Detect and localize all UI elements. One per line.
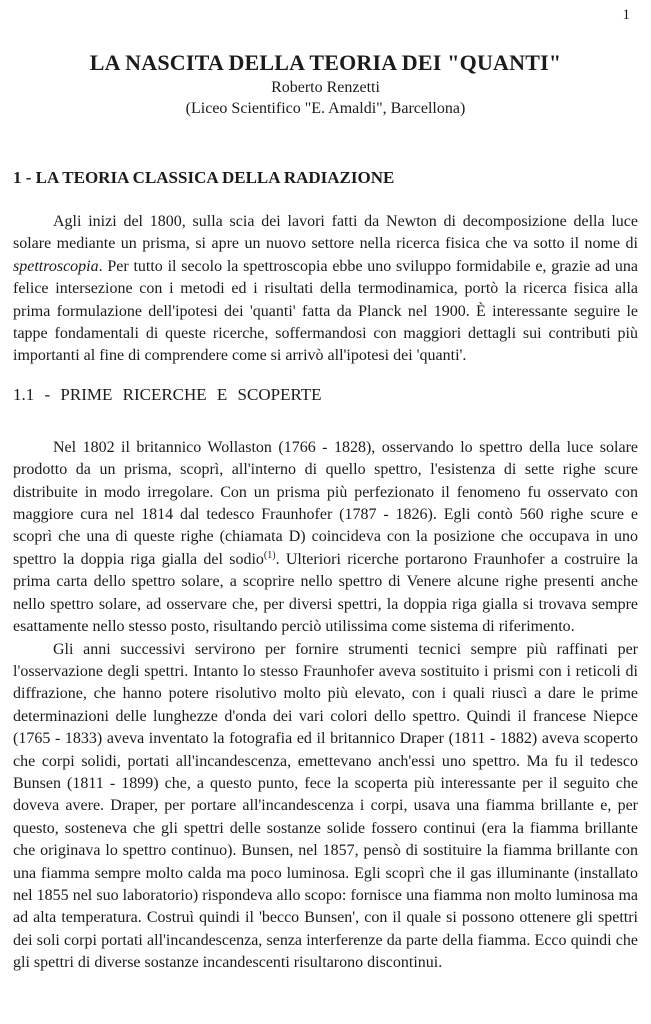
- paragraph-instruments: Gli anni successivi servirono per fornire strumenti tecnici sempre più raffinati per l'osservazione degli spettri. Intanto lo stesso Fraunhofer aveva sostituito i prismi con i reticoli di diffrazione, che hanno potere risolutivo molto più elevato, con i quali riuscì a dare le prime determinazioni delle lunghezze d'onda dei vari colori dello spettro. Quindi il francese Niepce (1765 - 1833) aveva inventato la fotografia ed il britannico Draper (1811 - 1882) aveva scoperto che corpi solidi, portati all'incandescenza, emettevano anch'essi uno spettro. Ma fu il tedesco Bunsen (1811 - 1899) che, a questo punto, fece la scoperta più interessante per il seguito che doveva avere. Draper, per portare all'incandescenza i corpi, usava una fiamma brillante e, per questo, sosteneva che gli spettri delle sostanze solide fossero continui (era la fiamma brillante che originava lo spettro continuo). Bunsen, nel 1857, pensò di sostituire la fiamma brillante con una fiamma sempre molto calda ma poco luminosa. Egli scoprì che il gas illuminante (installato nel 1855 nel suo laboratorio) rispondeva allo scopo: fornisce una fiamma non molto luminosa ma ad alta temperatura. Costruì quindi il 'becco Bunsen', con il quale si possono ottenere gli spettri dei soli corpi portati all'incandescenza, senza interferenze da parte della fiamma. Ecco quindi che gli spettri di diverse sostanze incandescenti risultarono discontinui.: [13, 640, 638, 972]
- author-affiliation: (Liceo Scientifico "E. Amaldi", Barcellona): [185, 100, 466, 117]
- section-1-1-heading: 1.1 - PRIME RICERCHE E SCOPERTE: [13, 384, 322, 404]
- page-number: 1: [622, 7, 630, 23]
- text-segment: Agli inizi del 1800, sulla scia dei lavori fatti da Newton di decomposizione della luce solare mediante un prisma, si apre un nuovo settore nella ricerca fisica che va sotto il nome di: [13, 213, 638, 253]
- document-title: LA NASCITA DELLA TEORIA DEI "QUANTI": [89, 50, 562, 75]
- paragraph-wollaston: [13, 437, 638, 639]
- paragraph-intro: [13, 211, 638, 368]
- author-name: Roberto Renzetti: [271, 79, 380, 96]
- text-segment: Nel 1802 il britannico Wollaston (1766 - 1828), osservando lo spettro della luce solare prodotto da un prisma, scoprì, all'interno di quello spettro, l'esistenza di sette righe scure distribuite in modo irregolare. Con un prisma più perfezionato il fenomeno fu osservato con maggiore cura nel 1814 dal tedesco Fraunhofer (1787 - 1826). Egli contò 560 righe scure e scoprì che una di queste righe (chiamata D) coincideva con la posizione che occupava in uno spettro la doppia riga gialla del sodio: [13, 438, 638, 568]
- section-1-heading: 1 - LA TEORIA CLASSICA DELLA RADIAZIONE: [13, 168, 395, 187]
- italic-term: spettroscopia: [13, 257, 99, 275]
- footnote-marker: (1): [263, 549, 276, 561]
- text-segment: . Per tutto il secolo la spettroscopia ebbe uno sviluppo formidabile e, grazie ad una felice intersezione con i metodi ed i risultati della termodinamica, portò la ricerca fisica alla prima formulazione dell'ipotesi dei 'quanti' fatta da Planck nel 1900. È interessante seguire le tappe fondamentali di queste ricerche, soffermandosi con maggiori dettagli sui contributi più importanti al fine di comprendere come si arrivò all'ipotesi dei 'quanti'.: [13, 257, 638, 365]
- text-segment: . Ulteriori ricerche portarono Fraunhofer a costruire la prima carta dello spettro solare, a scoprire nello spettro di Venere alcune righe presenti anche nello spettro solare, ad osservare che, per diversi spettri, la doppia riga gialla si trovava sempre esattamente nello stesso posto, risultando perciò utilissima come sistema di riferimento.: [13, 550, 638, 636]
